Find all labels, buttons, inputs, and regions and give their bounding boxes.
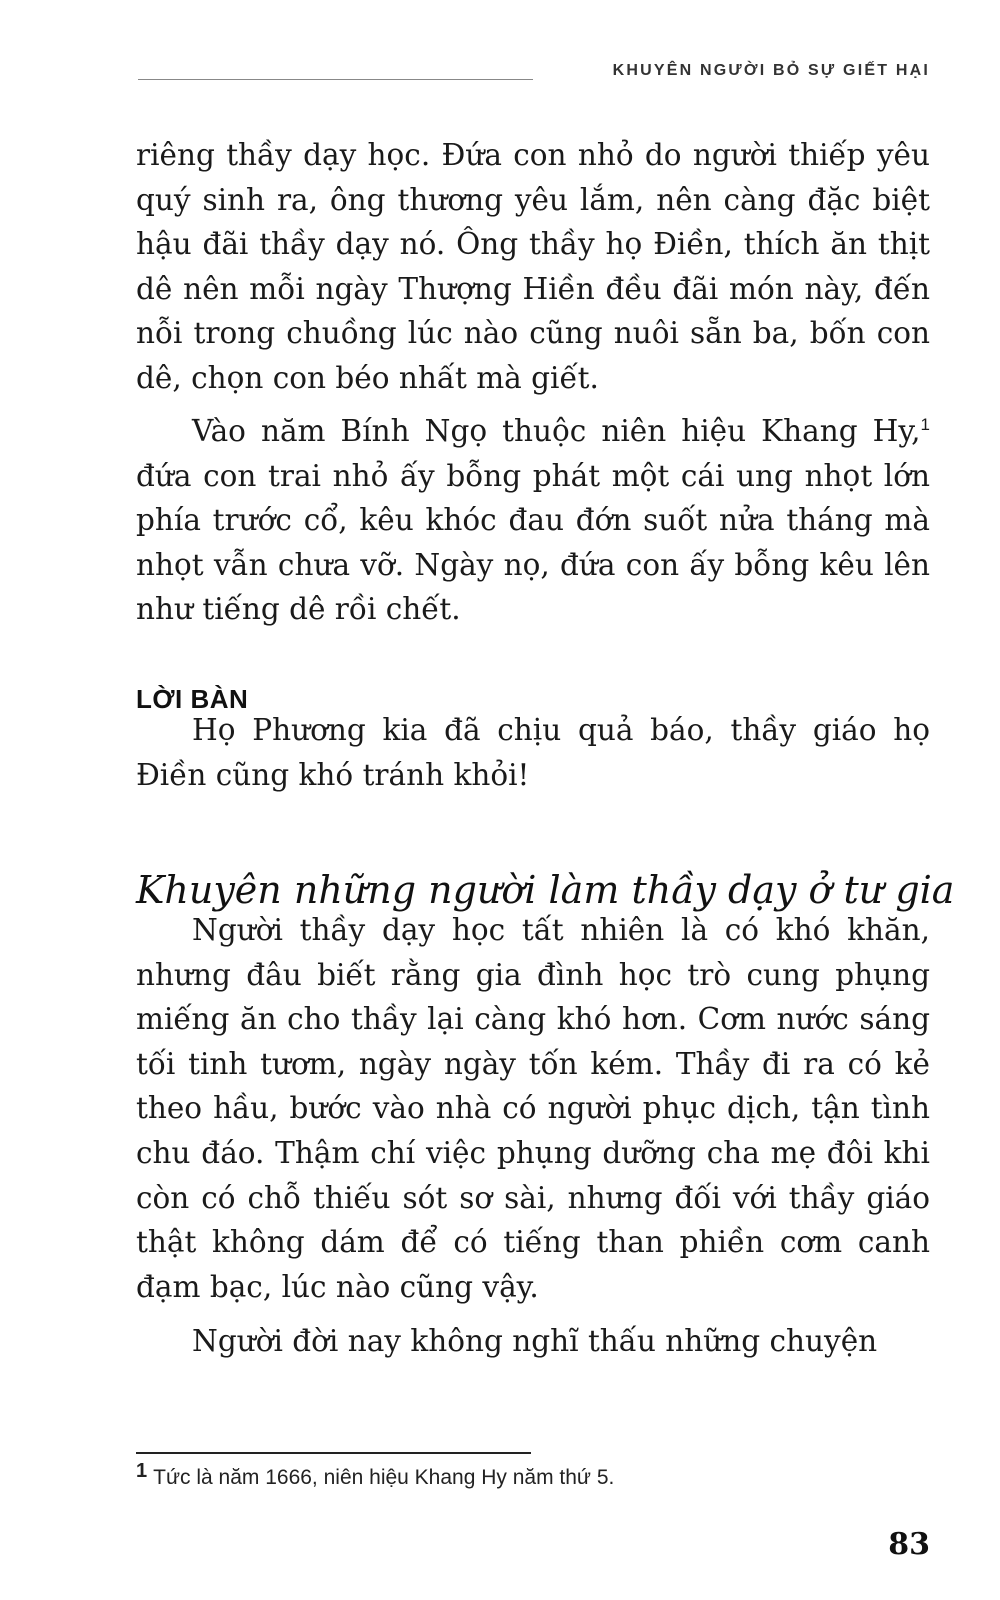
paragraph-5: Người đời nay không nghĩ thấu những chuyện (192, 1324, 878, 1358)
header-rule (138, 79, 533, 80)
paragraph-4: Người thầy dạy học tất nhiên là có khó khăn, nhưng đâu biết rằng gia đình học trò cung phụng miếng ăn cho thầy lại càng khó hơn. Cơm nước sáng tối tinh tươm, ngày ngày tốn kém. Thầy đi ra có kẻ theo hầu, bước vào nhà có người phục dịch, tận tình chu đáo. Thậm chí việc phụng dưỡng cha mẹ đôi khi còn có chỗ thiếu sót sơ sài, nhưng đối với thầy giáo thật không dám để có tiếng than phiền cơm canh đạm bạc, lúc nào cũng vậy. (136, 913, 930, 1304)
paragraph-2 (136, 409, 930, 632)
paragraph-2-end: đứa con trai nhỏ ấy bỗng phát một cái ung nhọt lớn phía trước cổ, kêu khóc đau đớn suốt nửa tháng mà nhọt vẫn chưa vỡ. Ngày nọ, đứa con ấy bỗng kêu lên như tiếng dê rồi chết. (136, 458, 930, 627)
paragraph-3: Họ Phương kia đã chịu quả báo, thầy giáo họ Điền cũng khó tránh khỏi! (136, 713, 930, 792)
chapter-title: Khuyên những người làm thầy dạy ở tư gia (136, 868, 955, 912)
paragraph-1: riêng thầy dạy học. Đứa con nhỏ do người thiếp yêu quý sinh ra, ông thương yêu lắm, nên càng đặc biệt hậu đãi thầy dạy nó. Ông thầy họ Điền, thích ăn thịt dê nên mỗi ngày Thượng Hiền đều đãi món này, đến nỗi trong chuồng lúc nào cũng nuôi sẵn ba, bốn con dê, chọn con béo nhất mà giết. (136, 138, 930, 395)
footnote-rule (136, 1452, 531, 1454)
running-title: KHUYÊN NGƯỜI BỎ SỰ GIẾT HẠI (612, 62, 930, 79)
page-number: 83 (888, 1527, 930, 1562)
footnote-marker[interactable]: 1 (920, 415, 930, 435)
section-label: LỜI BÀN (136, 684, 249, 714)
footnote-number: 1 (136, 1460, 148, 1482)
paragraph-2-start: Vào năm Bính Ngọ thuộc niên hiệu Khang Hy, (192, 414, 921, 448)
footnote (136, 1460, 614, 1490)
footnote-text: Tức là năm 1666, niên hiệu Khang Hy năm thứ 5. (153, 1466, 615, 1489)
running-header (138, 62, 930, 86)
